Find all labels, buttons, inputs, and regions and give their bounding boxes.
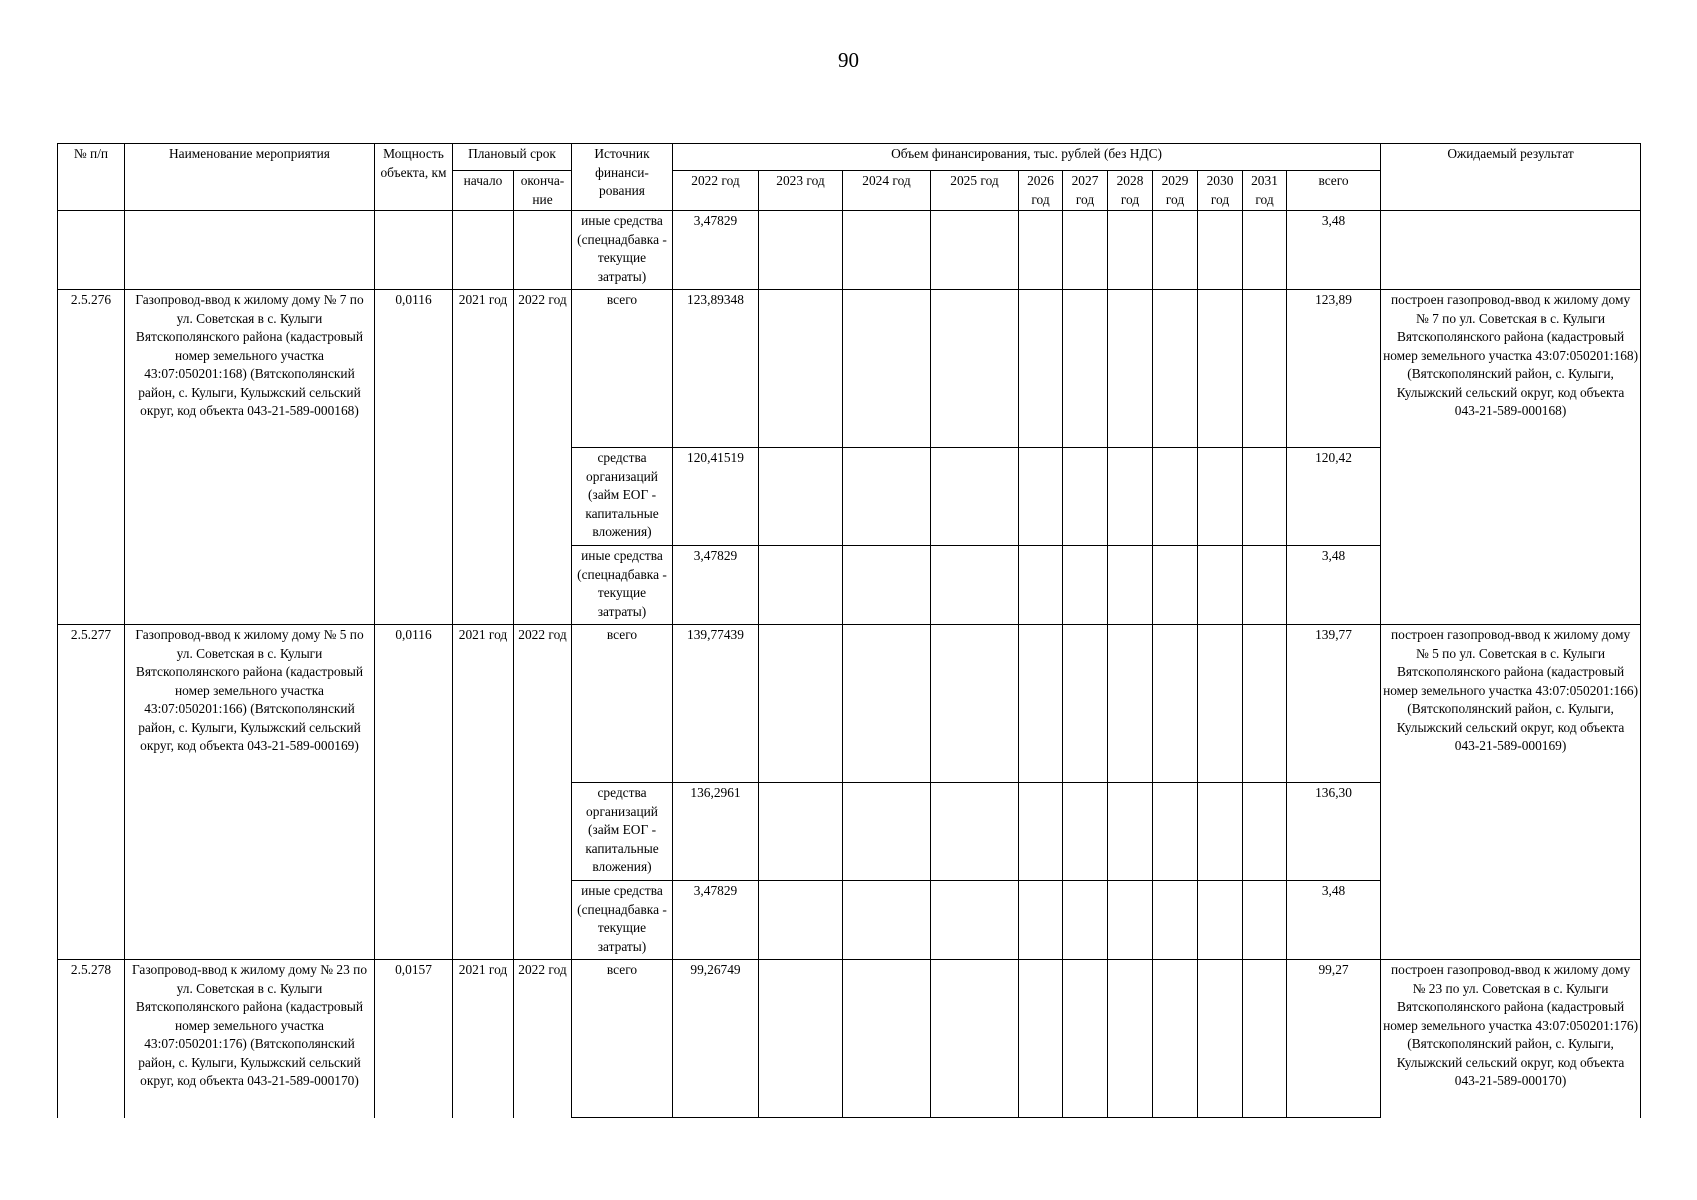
cell bbox=[759, 783, 843, 881]
header-year-2026: 2026 год bbox=[1019, 171, 1063, 211]
cell bbox=[759, 625, 843, 783]
item-end: 2022 год bbox=[514, 290, 572, 625]
item-result: построен газопровод-ввод к жилому дому № 5 по ул. Советская в с. Кулыги Вятскополянского района (кадастровый номер земельного участка 43:07:050201:166) (Вятскополянский район, с. Кулыги, Кулыжский сельский округ, код объекта 043-21-589-000169) bbox=[1381, 625, 1641, 960]
item-name: Газопровод-ввод к жилому дому № 7 по ул. Советская в с. Кулыги Вятскополянского района (кадастровый номер земельного участка 43:07:050201:168) (Вятскополянский район, с. Кулыги, Кулыжский сельский округ, код объекта 043-21-589-000168) bbox=[125, 290, 375, 625]
cell bbox=[375, 211, 453, 290]
cell bbox=[1153, 625, 1198, 783]
item-capacity: 0,0116 bbox=[375, 625, 453, 960]
cell bbox=[1063, 625, 1108, 783]
item-source: средства организаций (займ ЕОГ - капитальные вложения) bbox=[572, 783, 673, 881]
item-total: 139,77 bbox=[1287, 625, 1381, 783]
cell bbox=[1198, 881, 1243, 960]
cell bbox=[843, 211, 931, 290]
cell bbox=[1243, 290, 1287, 448]
cell bbox=[1108, 881, 1153, 960]
header-year-2025: 2025 год bbox=[931, 171, 1019, 211]
header-year-2031: 2031 год bbox=[1243, 171, 1287, 211]
cell bbox=[1243, 783, 1287, 881]
item-y2022: 120,41519 bbox=[673, 448, 759, 546]
item-num: 2.5.278 bbox=[58, 960, 125, 1118]
cell bbox=[843, 960, 931, 1118]
cell bbox=[125, 211, 375, 290]
item-y2022: 136,2961 bbox=[673, 783, 759, 881]
item-capacity: 0,0116 bbox=[375, 290, 453, 625]
item-y2022: 139,77439 bbox=[673, 625, 759, 783]
cell bbox=[1243, 448, 1287, 546]
cell bbox=[1198, 448, 1243, 546]
item-name: Газопровод-ввод к жилому дому № 23 по ул. Советская в с. Кулыги Вятскополянского района (кадастровый номер земельного участка 43:07:050201:176) (Вятскополянский район, с. Кулыги, Кулыжский сельский округ, код объекта 043-21-589-000170) bbox=[125, 960, 375, 1118]
cell bbox=[1063, 783, 1108, 881]
cell bbox=[759, 960, 843, 1118]
cell bbox=[1198, 783, 1243, 881]
cell bbox=[1019, 546, 1063, 625]
cell bbox=[759, 211, 843, 290]
cell bbox=[1063, 960, 1108, 1118]
cell bbox=[931, 960, 1019, 1118]
header-year-2028: 2028 год bbox=[1108, 171, 1153, 211]
item-result: построен газопровод-ввод к жилому дому № 23 по ул. Советская в с. Кулыги Вятскополянского района (кадастровый номер земельного участка 43:07:050201:176) (Вятскополянский район, с. Кулыги, Кулыжский сельский округ, код объекта 043-21-589-000170) bbox=[1381, 960, 1641, 1118]
header-total: всего bbox=[1287, 171, 1381, 211]
cell bbox=[843, 783, 931, 881]
item-total: 3,48 bbox=[1287, 546, 1381, 625]
item-end: 2022 год bbox=[514, 625, 572, 960]
item-end: 2022 год bbox=[514, 960, 572, 1118]
cell bbox=[931, 881, 1019, 960]
header-row-1 bbox=[58, 144, 1641, 171]
cell bbox=[1153, 783, 1198, 881]
carry-source: иные средства (спецнадбавка - текущие затраты) bbox=[572, 211, 673, 290]
page-number: 90 bbox=[838, 48, 859, 72]
cell bbox=[843, 546, 931, 625]
item-y2022: 3,47829 bbox=[673, 881, 759, 960]
cell bbox=[1198, 960, 1243, 1118]
cell bbox=[1198, 290, 1243, 448]
item-num: 2.5.276 bbox=[58, 290, 125, 625]
item-total: 136,30 bbox=[1287, 783, 1381, 881]
item-start: 2021 год bbox=[453, 625, 514, 960]
header-capacity: Мощность объекта, км bbox=[375, 144, 453, 211]
item-row bbox=[58, 290, 1641, 448]
header-name: Наименование мероприятия bbox=[125, 144, 375, 211]
item-name: Газопровод-ввод к жилому дому № 5 по ул. Советская в с. Кулыги Вятскополянского района (кадастровый номер земельного участка 43:07:050201:166) (Вятскополянский район, с. Кулыги, Кулыжский сельский округ, код объекта 043-21-589-000169) bbox=[125, 625, 375, 960]
cell bbox=[453, 211, 514, 290]
cell bbox=[1063, 290, 1108, 448]
cell bbox=[931, 625, 1019, 783]
item-source: средства организаций (займ ЕОГ - капитальные вложения) bbox=[572, 448, 673, 546]
cell bbox=[1153, 448, 1198, 546]
cell bbox=[1198, 625, 1243, 783]
cell bbox=[1063, 448, 1108, 546]
header-result: Ожидаемый результат bbox=[1381, 144, 1641, 211]
cell bbox=[759, 448, 843, 546]
cell bbox=[843, 881, 931, 960]
cell bbox=[1243, 211, 1287, 290]
header-end: оконча-ние bbox=[514, 171, 572, 211]
cell bbox=[1243, 960, 1287, 1118]
item-y2022: 3,47829 bbox=[673, 546, 759, 625]
cell bbox=[58, 211, 125, 290]
cell bbox=[931, 290, 1019, 448]
item-y2022: 123,89348 bbox=[673, 290, 759, 448]
cell bbox=[1153, 290, 1198, 448]
cell bbox=[1063, 211, 1108, 290]
item-start: 2021 год bbox=[453, 290, 514, 625]
carry-row bbox=[58, 211, 1641, 290]
item-start: 2021 год bbox=[453, 960, 514, 1118]
item-capacity: 0,0157 bbox=[375, 960, 453, 1118]
cell bbox=[1108, 448, 1153, 546]
cell bbox=[1153, 211, 1198, 290]
item-row bbox=[58, 625, 1641, 783]
item-total: 99,27 bbox=[1287, 960, 1381, 1118]
cell bbox=[1019, 960, 1063, 1118]
cell bbox=[1063, 881, 1108, 960]
cell bbox=[931, 783, 1019, 881]
item-num: 2.5.277 bbox=[58, 625, 125, 960]
header-planned-term: Плановый срок bbox=[453, 144, 572, 171]
cell bbox=[1108, 625, 1153, 783]
cell bbox=[759, 290, 843, 448]
cell bbox=[931, 546, 1019, 625]
item-source: иные средства (спецнадбавка - текущие затраты) bbox=[572, 546, 673, 625]
cell bbox=[1153, 960, 1198, 1118]
item-source: иные средства (спецнадбавка - текущие затраты) bbox=[572, 881, 673, 960]
cell bbox=[843, 625, 931, 783]
cell bbox=[1108, 211, 1153, 290]
cell bbox=[759, 881, 843, 960]
item-row bbox=[58, 960, 1641, 1118]
cell bbox=[1243, 881, 1287, 960]
cell bbox=[1108, 783, 1153, 881]
item-total: 120,42 bbox=[1287, 448, 1381, 546]
item-result: построен газопровод-ввод к жилому дому № 7 по ул. Советская в с. Кулыги Вятскополянского района (кадастровый номер земельного участка 43:07:050201:168) (Вятскополянский район, с. Кулыги, Кулыжский сельский округ, код объекта 043-21-589-000168) bbox=[1381, 290, 1641, 625]
header-year-2027: 2027 год bbox=[1063, 171, 1108, 211]
cell bbox=[1243, 546, 1287, 625]
funding-table bbox=[57, 143, 1641, 1118]
header-funding: Объем финансирования, тыс. рублей (без НДС) bbox=[673, 144, 1381, 171]
cell bbox=[843, 290, 931, 448]
cell bbox=[1108, 290, 1153, 448]
cell bbox=[843, 448, 931, 546]
item-source: всего bbox=[572, 290, 673, 448]
cell bbox=[514, 211, 572, 290]
cell bbox=[931, 448, 1019, 546]
cell bbox=[1019, 290, 1063, 448]
carry-total: 3,48 bbox=[1287, 211, 1381, 290]
cell bbox=[1153, 881, 1198, 960]
cell bbox=[1198, 546, 1243, 625]
header-year-2029: 2029 год bbox=[1153, 171, 1198, 211]
cell bbox=[1108, 960, 1153, 1118]
cell bbox=[1019, 783, 1063, 881]
cell bbox=[931, 211, 1019, 290]
cell bbox=[759, 546, 843, 625]
header-year-2023: 2023 год bbox=[759, 171, 843, 211]
item-total: 3,48 bbox=[1287, 881, 1381, 960]
header-source: Источник финанси-рования bbox=[572, 144, 673, 211]
item-total: 123,89 bbox=[1287, 290, 1381, 448]
cell bbox=[1198, 211, 1243, 290]
cell bbox=[1243, 625, 1287, 783]
cell bbox=[1063, 546, 1108, 625]
cell bbox=[1108, 546, 1153, 625]
header-num: № п/п bbox=[58, 144, 125, 211]
item-source: всего bbox=[572, 960, 673, 1118]
cell bbox=[1019, 211, 1063, 290]
header-year-2022: 2022 год bbox=[673, 171, 759, 211]
cell bbox=[1153, 546, 1198, 625]
cell bbox=[1381, 211, 1641, 290]
cell bbox=[1019, 625, 1063, 783]
header-year-2024: 2024 год bbox=[843, 171, 931, 211]
cell bbox=[1019, 881, 1063, 960]
carry-y2022: 3,47829 bbox=[673, 211, 759, 290]
header-start: начало bbox=[453, 171, 514, 211]
item-source: всего bbox=[572, 625, 673, 783]
header-year-2030: 2030 год bbox=[1198, 171, 1243, 211]
item-y2022: 99,26749 bbox=[673, 960, 759, 1118]
cell bbox=[1019, 448, 1063, 546]
